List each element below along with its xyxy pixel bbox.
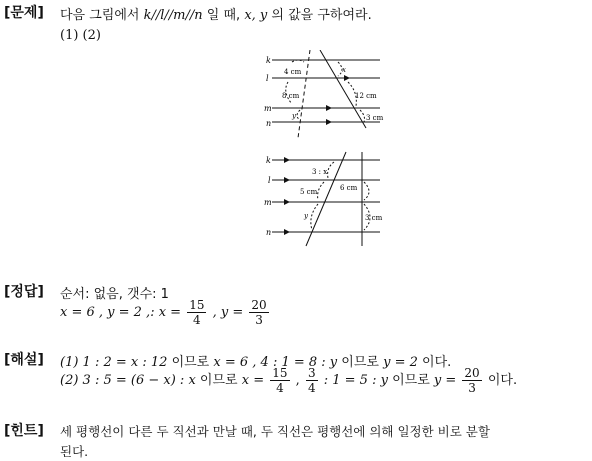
fig2-seg-6cm: 6 cm — [340, 184, 358, 192]
fig2-seg-3cm: 3 cm — [365, 214, 383, 222]
solution-fraction-2: $\frac{3}{4}$ — [307, 366, 316, 395]
fig1-seg-4cm: 4 cm — [284, 68, 302, 76]
hint-line-1: 세 평행선이 다른 두 직선과 만날 때, 두 직선은 평행선에 의해 일정한 비로 분할 — [60, 424, 490, 439]
fig1-seg-3cm: 3 cm — [366, 114, 384, 122]
fig1-label-k: k — [266, 56, 271, 65]
fig1-seg-12cm: 12 cm — [355, 92, 377, 100]
answer-values: x = 6 , y = 2 ,: x = $\frac{15}{4}$ , y = $\frac{20}{3}$ — [60, 298, 267, 327]
answer-fraction-y: $\frac{20}{3}$ — [251, 298, 267, 327]
solution-fraction-1: $\frac{15}{4}$ — [272, 366, 288, 395]
problem-tag: [문제] — [4, 5, 44, 21]
solution-tag: [해설] — [4, 352, 44, 368]
fig2-label-n: n — [266, 228, 272, 237]
fig1-var-x: x — [342, 66, 346, 74]
fig1-var-y: y — [292, 112, 296, 120]
answer-tag: [정답] — [4, 284, 44, 300]
solution-line-2: (2) 3 : 5 = (6 − x) : x 이므로 x = $\frac{15}{4}$ , $\frac{3}{4}$ : 1 = 5 : y 이므로 y = $\frac{20}{3}$ 이다. — [60, 366, 518, 395]
fig2-label-l: l — [268, 176, 271, 185]
fig2-label-m: m — [264, 198, 272, 207]
figure-1 — [262, 50, 392, 150]
fig2-label-k: k — [266, 156, 271, 165]
fig1-label-m: m — [264, 104, 272, 113]
problem-subparts: (1) (2) — [60, 28, 101, 43]
answer-meta: 순서: 없음, 갯수: 1 — [60, 287, 169, 302]
fig1-label-n: n — [266, 119, 272, 128]
solution-fraction-3: $\frac{20}{3}$ — [464, 366, 480, 395]
answer-fraction-x: $\frac{15}{4}$ — [189, 298, 205, 327]
fig2-seg-3x: 3 : x — [312, 168, 328, 176]
fig2-var-y: y — [304, 212, 308, 220]
solution-line-1: (1) 1 : 2 = x : 12 이므로 x = 6 , 4 : 1 = 8 : y 이므로 y = 2 이다. — [60, 355, 452, 370]
hint-tag: [힌트] — [4, 423, 44, 439]
fig1-label-l: l — [266, 74, 269, 83]
fig2-seg-5cm: 5 cm — [300, 188, 318, 196]
fig1-seg-8cm: 8 cm — [282, 92, 300, 100]
hint-line-2: 된다. — [60, 444, 89, 459]
figure-2 — [262, 150, 392, 250]
problem-statement: 다음 그림에서 k//l//m//n 일 때, x, y 의 값을 구하여라. — [60, 8, 372, 23]
